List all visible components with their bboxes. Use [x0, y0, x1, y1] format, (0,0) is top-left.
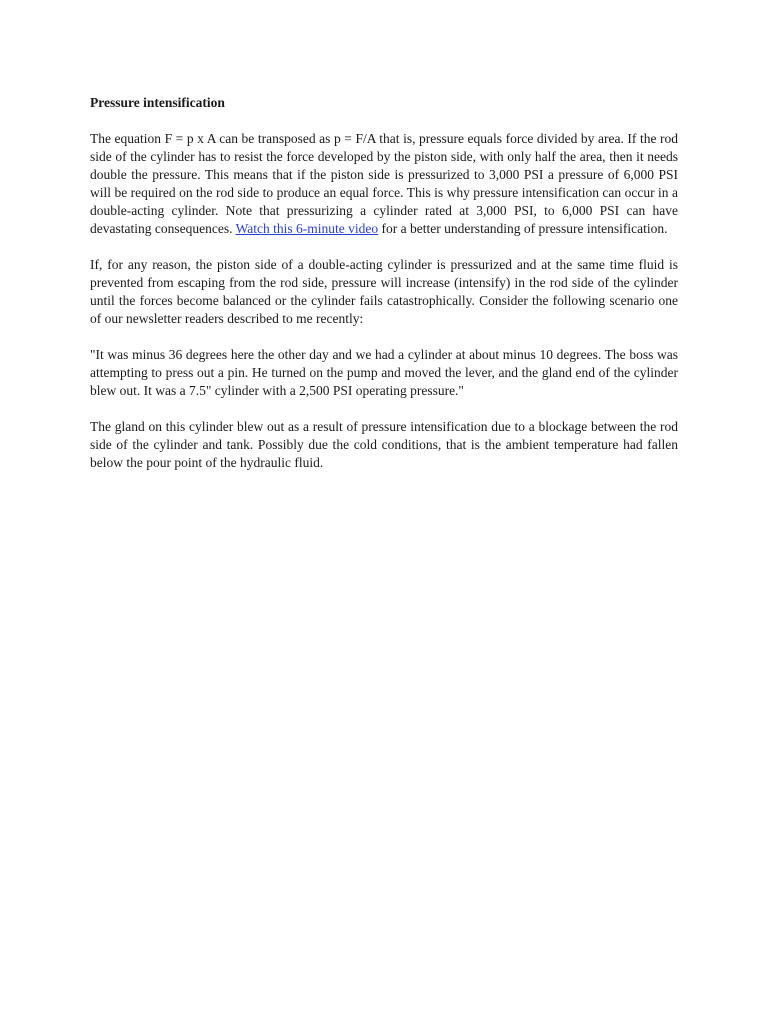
video-link[interactable]: Watch this 6-minute video: [235, 221, 379, 236]
paragraph-equation-tail: for a better understanding of pressure intensification.: [378, 221, 668, 236]
document-page: [90, 94, 678, 490]
paragraph-equation: [90, 130, 678, 238]
section-heading: Pressure intensification: [90, 95, 225, 110]
paragraph-reader-quote: "It was minus 36 degrees here the other day and we had a cylinder at about minus 10 degrees. The boss was attempting to press out a pin. He turned on the pump and moved the lever, and the gland end of the cylinder blew out. It was a 7.5" cylinder with a 2,500 PSI operating pressure.": [90, 347, 678, 398]
paragraph-equation-text: The equation F = p x A can be transposed as p = F/A that is, pressure equals force divided by area. If the rod side of the cylinder has to resist the force developed by the piston side, with only half the area, then it needs double the pressure. This means that if the piston side is pressurized to 3,000 PSI a pressure of 6,000 PSI will be required on the rod side to produce an equal force. This is why pressure intensification can occur in a double-acting cylinder. Note that pressurizing a cylinder rated at 3,000 PSI, to 6,000 PSI can have devastating consequences.: [90, 131, 678, 236]
paragraph-conclusion: The gland on this cylinder blew out as a result of pressure intensification due to a blockage between the rod side of the cylinder and tank. Possibly due the cold conditions, that is the ambient temperature had fallen below the pour point of the hydraulic fluid.: [90, 419, 678, 470]
paragraph-scenario-intro: If, for any reason, the piston side of a double-acting cylinder is pressurized and at the same time fluid is prevented from escaping from the rod side, pressure will increase (intensify) in the rod side of the cylinder until the forces become balanced or the cylinder fails catastrophically. Consider the following scenario one of our newsletter readers described to me recently:: [90, 257, 678, 326]
